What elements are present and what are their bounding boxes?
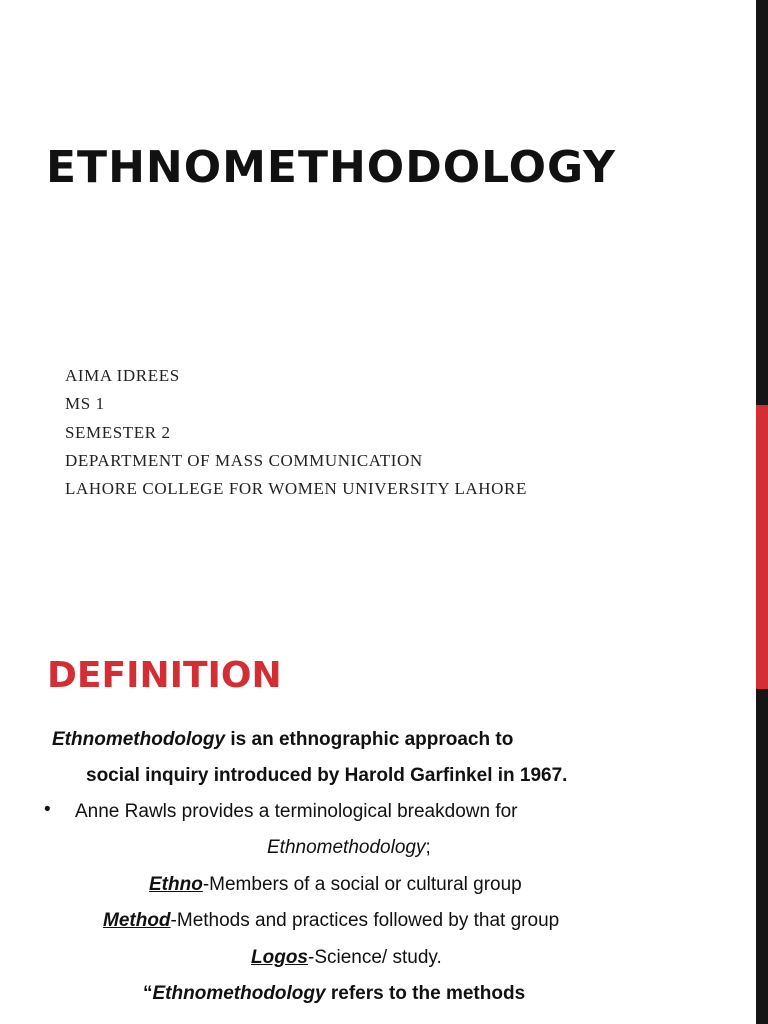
breakdown-term: Logos: [251, 947, 308, 968]
intro-text: is an ethnographic approach to: [225, 729, 514, 750]
quote-term: Ethnomethodology: [152, 983, 326, 1004]
department: DEPARTMENT OF MASS COMMUNICATION: [65, 450, 423, 470]
bullet-term: Ethnomethodology: [267, 837, 426, 858]
bullet-term-suffix: ;: [425, 837, 431, 858]
breakdown-method: [103, 911, 559, 930]
breakdown-definition: -Methods and practices followed by that group: [170, 910, 560, 931]
semester: SEMESTER 2: [65, 422, 171, 442]
intro-line-1: [52, 730, 513, 749]
breakdown-ethno: [149, 875, 522, 894]
author-name: AIMA IDREES: [65, 366, 180, 385]
intro-line-2: social inquiry introduced by Harold Garfinkel in 1967.: [86, 765, 568, 786]
breakdown-term: Method: [103, 910, 171, 931]
bullet-marker: •: [44, 799, 51, 820]
definition-slide: [0, 620, 756, 1024]
program: MS 1: [65, 394, 105, 414]
bullet-term-line: [267, 838, 431, 857]
right-edge-accent: [756, 405, 768, 689]
quote-text: refers to the methods: [325, 983, 526, 1004]
breakdown-definition: -Members of a social or cultural group: [202, 874, 522, 895]
breakdown-definition: -Science/ study.: [308, 947, 442, 968]
breakdown-logos: [251, 948, 442, 967]
section-heading: DEFINITION: [47, 655, 282, 696]
slide-title: ETHNOMETHODOLOGY: [46, 142, 617, 193]
author-info: [65, 362, 527, 503]
university: LAHORE COLLEGE FOR WOMEN UNIVERSITY LAHORE: [65, 479, 527, 499]
breakdown-term: Ethno: [149, 874, 203, 895]
intro-term: Ethnomethodology: [52, 729, 226, 750]
bullet-text: Anne Rawls provides a terminological breakdown for: [75, 801, 518, 822]
open-quote: “: [143, 983, 153, 1004]
quote-line: [143, 984, 525, 1003]
